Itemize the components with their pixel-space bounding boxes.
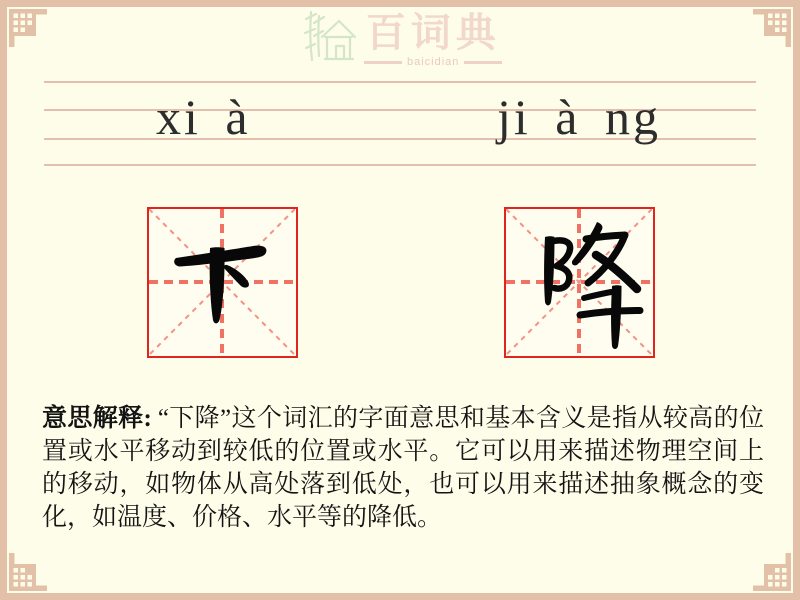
corner-ornament-top-left	[0, 0, 50, 50]
logo	[300, 6, 502, 68]
corner-ornament-top-right	[750, 0, 800, 50]
definition-label: 意思解释:	[42, 405, 152, 432]
tagline-rule-right	[464, 61, 502, 64]
tagline-rule-left	[364, 61, 402, 64]
logo-tagline: baicidian	[407, 56, 460, 68]
character-jiang-glyph	[506, 209, 652, 355]
definition-body: “下降”这个词汇的字面意思和基本含义是指从较高的位置或水平移动到较低的位置或水平。它可以用来描述物理空间上的移动，如物体从高处落到低处，也可以用来描述抽象概念的变化，如温度、价格、水平等的降低。	[42, 405, 764, 531]
definition-paragraph	[42, 402, 764, 534]
character-box-xia	[147, 207, 298, 358]
logo-brand-text: 百词典	[365, 10, 501, 55]
corner-ornament-bottom-right	[750, 550, 800, 600]
pinyin-rule-line	[44, 81, 756, 83]
pinyin-rule-line	[44, 164, 756, 166]
bamboo-house-icon	[300, 6, 356, 64]
pinyin-xia: xi à	[156, 89, 251, 145]
pinyin-jiang: ji à ng	[497, 89, 661, 145]
character-xia-glyph	[149, 209, 295, 355]
character-box-jiang	[504, 207, 655, 358]
corner-ornament-bottom-left	[0, 550, 50, 600]
